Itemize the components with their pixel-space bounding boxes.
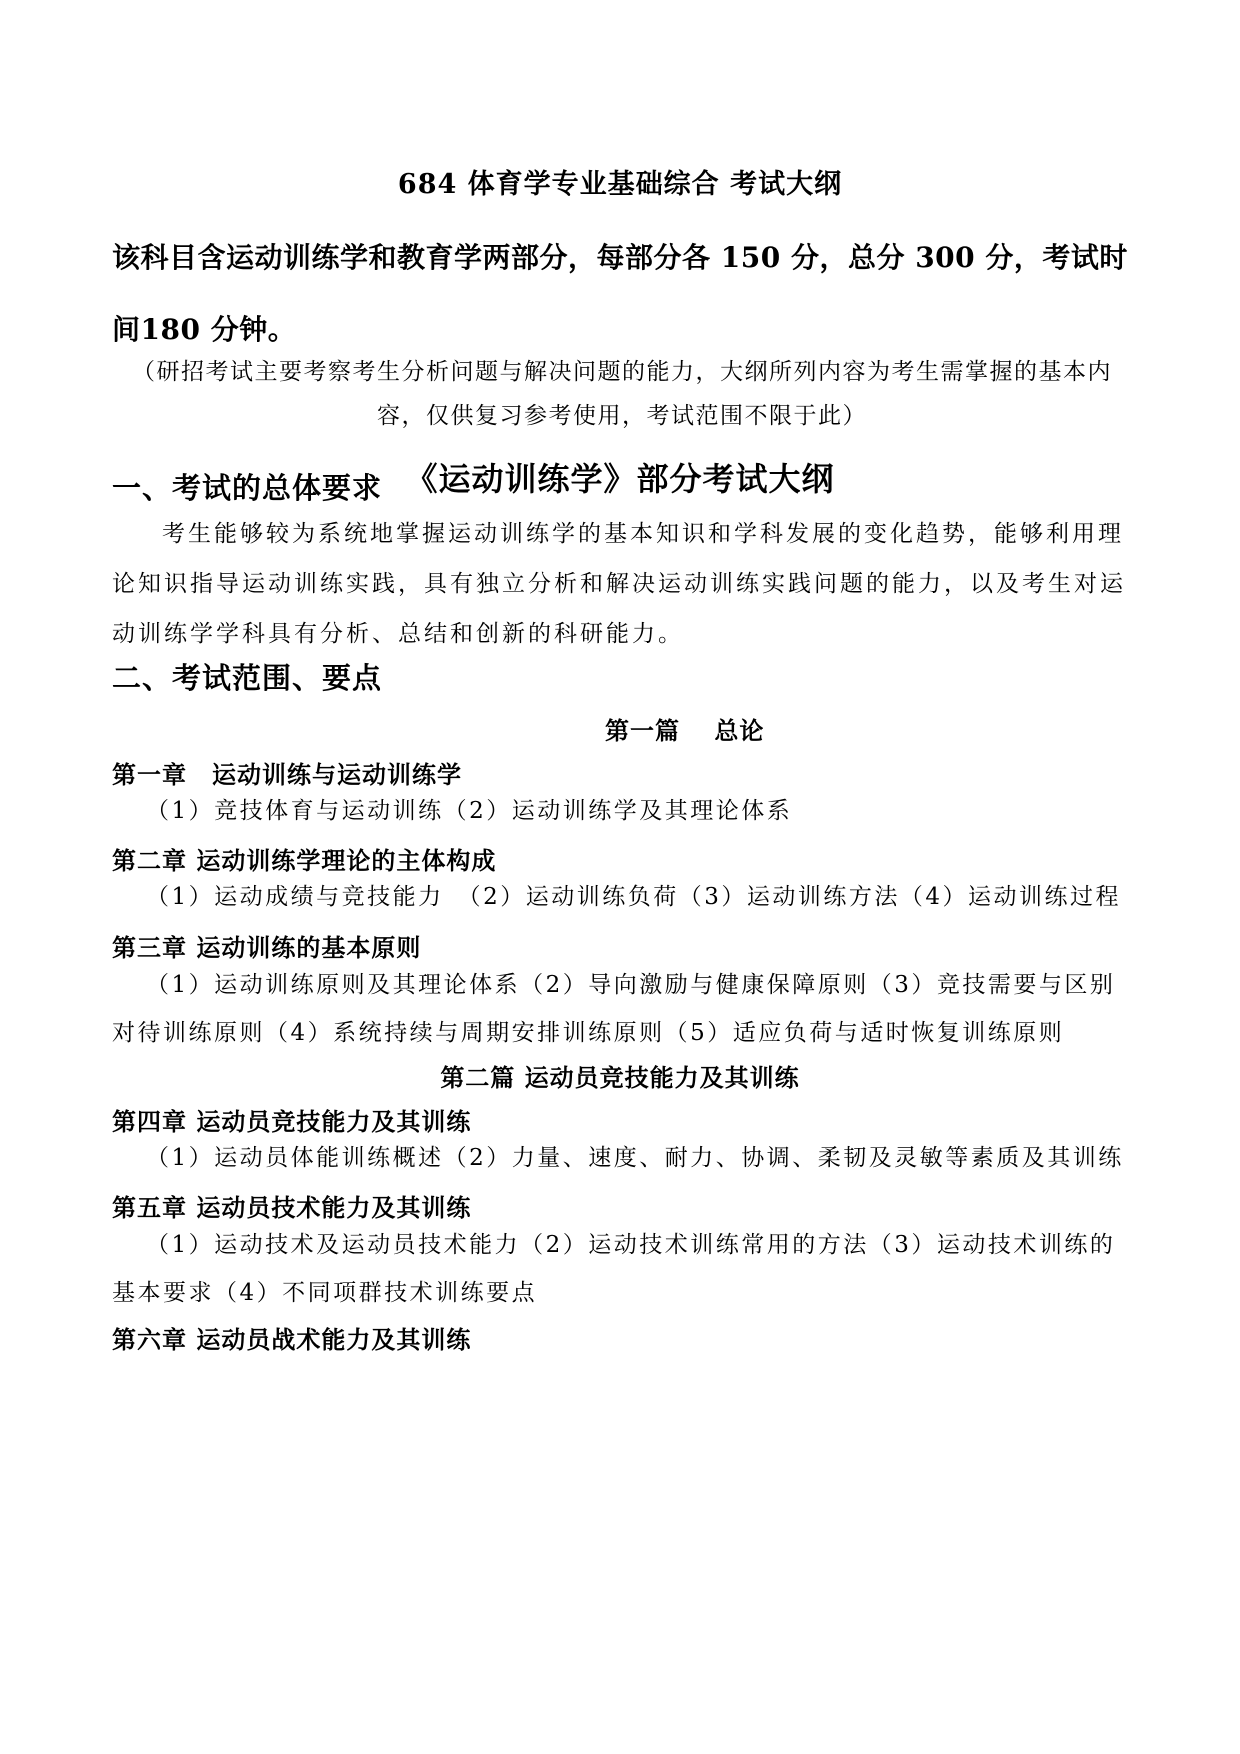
- note-line-1: （研招考试主要考察考生分析问题与解决问题的能力，大纲所列内容为考生需掌握的基本内: [132, 359, 1112, 385]
- note-line-2: 容，仅供复习参考使用，考试范围不限于此）: [377, 403, 867, 429]
- section-1-text: 考生能够较为系统地掌握运动训练学的基本知识和学科发展的变化趋势，能够利用理论知识指导运动训练实践，具有独立分析和解决运动训练实践问题的能力，以及考生对运动训练学学科具有分析、总结和创新的科研能力。: [112, 521, 1126, 647]
- exam-note: [112, 350, 1132, 438]
- chapter-6-title: 第六章 运动员战术能力及其训练: [112, 1325, 472, 1354]
- part-title: 《运动训练学》部分考试大纲: [405, 460, 835, 498]
- chapter-1-items: （1）竞技体育与运动训练（2）运动训练学及其理论体系: [146, 798, 793, 824]
- chapter-3-items: （1）运动训练原则及其理论体系（2）导向激励与健康保障原则（3）竞技需要与区别对待训练原则（4）系统持续与周期安排训练原则（5）适应负荷与适时恢复训练原则: [112, 972, 1116, 1046]
- section-1-heading: 一、考试的总体要求: [112, 471, 383, 505]
- chapter-2-title: 第二章 运动训练学理论的主体构成: [112, 846, 497, 875]
- pian-1-title: 第一篇 总论: [605, 716, 765, 745]
- chapter-1-title: 第一章 运动训练与运动训练学: [112, 760, 462, 789]
- exam-intro: 该科目含运动训练学和教育学两部分，每部分各 150 分，总分 300 分，考试时间180 分钟。: [112, 241, 1128, 346]
- chapter-5-items: （1）运动技术及运动员技术能力（2）运动技术训练常用的方法（3）运动技术训练的基本要求（4）不同项群技术训练要点: [112, 1232, 1116, 1306]
- pian-2-title: 第二篇 运动员竞技能力及其训练: [440, 1063, 800, 1092]
- section-2-heading: 二、考试范围、要点: [112, 661, 383, 695]
- chapter-5-title: 第五章 运动员技术能力及其训练: [112, 1193, 472, 1222]
- chapter-2-items: （1）运动成绩与竞技能力 （2）运动训练负荷（3）运动训练方法（4）运动训练过程: [146, 884, 1122, 910]
- chapter-3-title: 第三章 运动训练的基本原则: [112, 933, 422, 962]
- document-title: 684 体育学专业基础综合 考试大纲: [397, 169, 843, 200]
- chapter-4-items: （1）运动员体能训练概述（2）力量、速度、耐力、协调、柔韧及灵敏等素质及其训练: [146, 1145, 1124, 1171]
- chapter-4-title: 第四章 运动员竞技能力及其训练: [112, 1107, 472, 1136]
